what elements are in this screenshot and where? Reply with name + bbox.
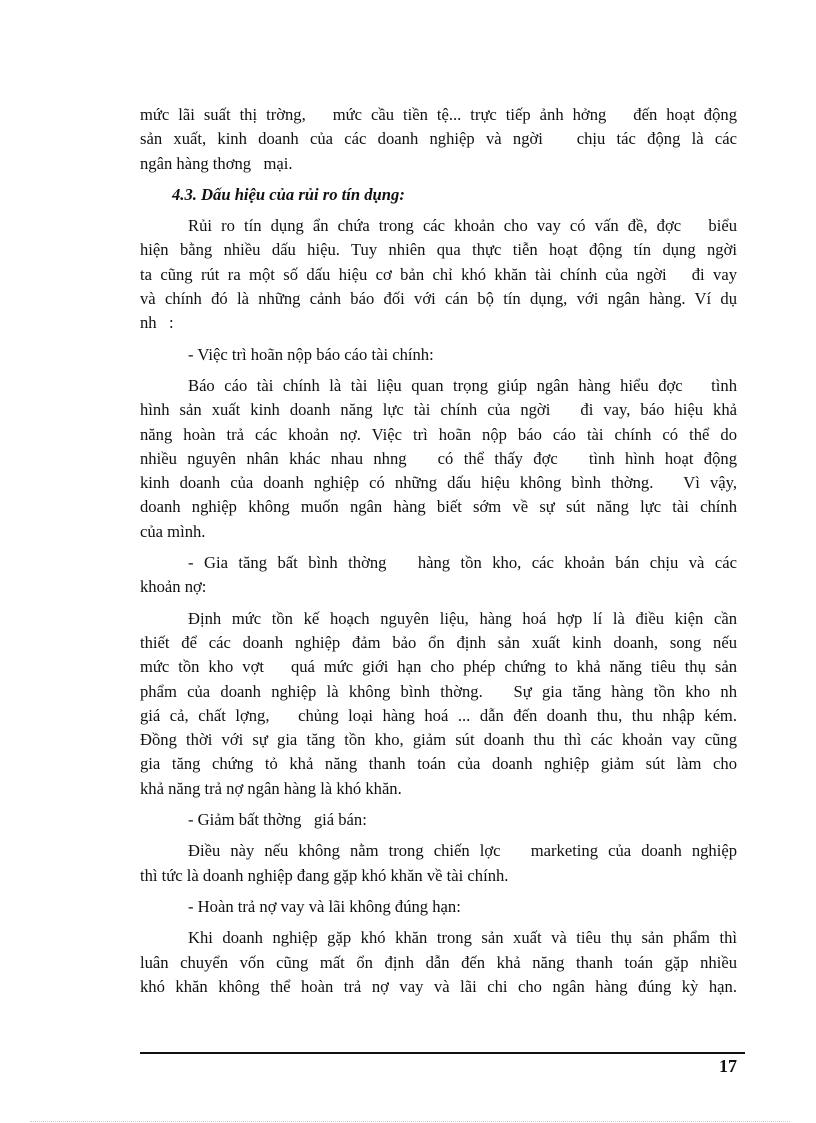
- text-line: - Việc trì hoãn nộp báo cáo tài chính:: [188, 344, 434, 364]
- footer-rule: [140, 1052, 745, 1054]
- text-line: khó khăn không thể hoàn trả nợ vay và lãi chi cho ngân hàng đúng kỳ hạn.: [140, 976, 737, 996]
- paragraph: [140, 103, 737, 176]
- text-line: doanh nghiệp không muốn ngân hàng biết sớm về sự sút năng lực tài chính: [140, 497, 737, 517]
- paragraph: [140, 839, 737, 888]
- text-line: sản xuất, kinh doanh của các doanh nghiệp và ngời chịu tác động là các: [140, 129, 737, 149]
- text-line: ngân hàng thơng mại.: [140, 153, 293, 173]
- text-line: hình sản xuất kinh doanh năng lực tài chính của ngời đi vay, báo hiệu khả: [140, 400, 737, 420]
- text-line: luân chuyển vốn cũng mất ổn định dẫn đến khả năng thanh toán gặp nhiều: [140, 952, 737, 972]
- text-line: - Giảm bất thờng giá bán:: [188, 810, 367, 830]
- bullet-item: [140, 808, 737, 832]
- text-line: Đồng thời với sự gia tăng tồn kho, giảm sút doanh thu thì các khoản vay cũng: [140, 730, 737, 750]
- text-line: mức tồn kho vợt quá mức giới hạn cho phép chứng to khả năng tiêu thụ sản: [140, 657, 737, 677]
- text-line: Rủi ro tín dụng ẩn chứa trong các khoản cho vay có vấn đề, đợc biểu: [188, 216, 737, 236]
- text-line: thiết để các doanh nghiệp đảm bảo ổn định sản xuất kinh doanh, song nếu: [140, 632, 737, 652]
- text-line: - Hoàn trả nợ vay và lãi không đúng hạn:: [188, 896, 461, 916]
- text-line: Báo cáo tài chính là tài liệu quan trọng giúp ngân hàng hiểu đợc tình: [188, 375, 737, 395]
- text-line: khả năng trả nợ ngân hàng là khó khăn.: [140, 778, 402, 798]
- text-line: gia tăng chứng tỏ khả năng thanh toán của doanh nghiệp giảm sút làm cho: [140, 754, 737, 774]
- section-heading-wrapper: [140, 183, 737, 207]
- text-line: Định mức tồn kế hoạch nguyên liệu, hàng hoá hợp lí là điều kiện cần: [188, 608, 737, 628]
- text-line: hiện bằng nhiều dấu hiệu. Tuy nhiên qua thực tiễn hoạt động tín dụng ngời: [140, 240, 737, 260]
- text-line: Khi doanh nghiệp gặp khó khăn trong sản xuất và tiêu thụ sản phẩm thì: [188, 928, 737, 948]
- section-heading: 4.3. Dấu hiệu của rủi ro tín dụng:: [172, 184, 405, 204]
- bullet-item: [140, 551, 737, 600]
- paragraph: [140, 374, 737, 544]
- text-line: khoản nợ:: [140, 577, 207, 597]
- page-edge-divider: [30, 1121, 790, 1122]
- text-line: thì tức là doanh nghiệp đang gặp khó khăn về tài chính.: [140, 865, 509, 885]
- text-line: phẩm của doanh nghiệp là không bình thờng. Sự gia tăng hàng tồn kho nh: [140, 681, 737, 701]
- text-line: Điều này nếu không nằm trong chiến lợc marketing của doanh nghiệp: [188, 841, 737, 861]
- paragraph: [140, 607, 737, 801]
- text-line: kinh doanh của doanh nghiệp có những dấu hiệu không bình thờng. Vì vậy,: [140, 473, 737, 493]
- text-line: nh :: [140, 313, 174, 333]
- text-line: và chính đó là những cảnh báo đối với cán bộ tín dụng, với ngân hàng. Ví dụ: [140, 289, 737, 309]
- text-line: của mình.: [140, 521, 206, 541]
- text-line: ta cũng rút ra một số dấu hiệu cơ bản chỉ khó khăn tài chính của ngời đi vay: [140, 264, 737, 284]
- text-line: mức lãi suất thị trờng, mức cầu tiền tệ... trực tiếp ảnh hởng đến hoạt động: [140, 105, 737, 124]
- page-number: 17: [719, 1056, 737, 1076]
- bullet-item: [140, 343, 737, 367]
- paragraph: [140, 926, 737, 999]
- text-line: giá cả, chất lợng, chủng loại hàng hoá ... dẫn đến doanh thu, thu nhập kém.: [140, 705, 737, 725]
- text-line: nhiều nguyên nhân khác nhau nhng có thể thấy đợc tình hình hoạt động: [140, 448, 737, 468]
- bullet-item: [140, 895, 737, 919]
- paragraph: [140, 214, 737, 335]
- text-line: - Gia tăng bất bình thờng hàng tồn kho, các khoản bán chịu và các: [188, 553, 737, 573]
- document-body: [140, 103, 737, 999]
- text-line: năng hoàn trả các khoản nợ. Việc trì hoãn nộp báo cáo tài chính có thể do: [140, 424, 737, 444]
